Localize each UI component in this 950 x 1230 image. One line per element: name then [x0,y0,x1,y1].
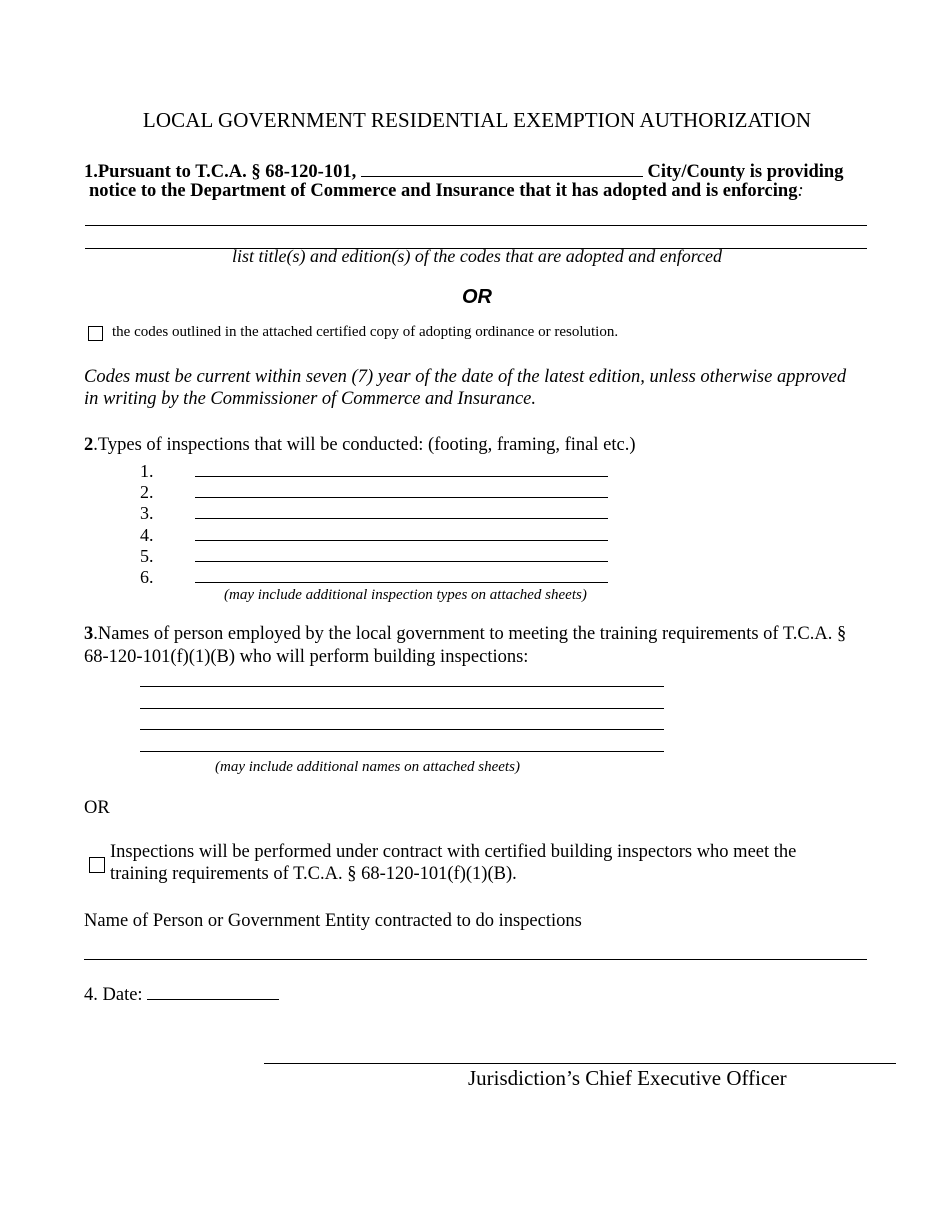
codes-blank-line-1[interactable] [85,225,867,226]
contract-checkbox[interactable] [89,857,105,873]
inspection-item-number: 2. [140,482,154,502]
section1-line2 [89,181,804,202]
contract-line2: training requirements of T.C.A. § 68-120-101(f)(1)(B). [110,864,517,884]
section1-prefix: 1.Pursuant to T.C.A. § 68-120-101, [84,162,361,182]
contractor-name-blank[interactable] [84,959,867,960]
inspector-name-blank[interactable] [140,686,664,687]
or-divider: OR [462,286,492,308]
date-blank[interactable] [147,985,279,1000]
date-row [84,985,279,1006]
section3-heading-line2: 68-120-101(f)(1)(B) who will perform building inspections: [84,647,529,667]
contractor-label: Name of Person or Government Entity contracted to do inspections [84,911,582,931]
section3-heading-line1 [84,624,846,645]
section2-heading [84,435,636,456]
contract-line1: Inspections will be performed under contract with certified building inspectors who meet the [110,842,797,862]
inspector-names-note: (may include additional names on attached sheets) [215,759,520,775]
or-label: OR [84,798,110,818]
section1-line2-colon: : [797,181,804,201]
date-label: 4. Date: [84,985,148,1005]
section2-heading-text: .Types of inspections that will be conducted: (footing, framing, final etc.) [93,435,636,455]
section3-heading-text: .Names of person employed by the local government to meeting the training requirements of T.C.A. § [93,624,847,644]
inspection-type-blank[interactable] [195,497,608,498]
inspection-type-blank[interactable] [195,582,608,583]
signature-line[interactable] [264,1063,896,1064]
section3-number: 3 [84,624,94,644]
inspection-type-blank[interactable] [195,476,608,477]
inspection-type-blank[interactable] [195,561,608,562]
ordinance-checkbox-label: the codes outlined in the attached certified copy of adopting ordinance or resolution. [112,324,619,340]
inspector-name-blank[interactable] [140,708,664,709]
inspection-item-number: 1. [140,461,154,481]
currency-note-line2: in writing by the Commissioner of Commerce and Insurance. [84,389,537,409]
form-title: LOCAL GOVERNMENT RESIDENTIAL EXEMPTION AUTHORIZATION [142,108,812,132]
signature-label: Jurisdiction’s Chief Executive Officer [468,1066,787,1090]
section1-suffix: City/County is providing [642,162,844,182]
inspection-item-number: 5. [140,546,154,566]
inspection-type-blank[interactable] [195,518,608,519]
inspection-item-number: 4. [140,525,154,545]
ordinance-checkbox[interactable] [88,326,103,341]
inspection-types-note: (may include additional inspection types on attached sheets) [224,587,587,603]
section1-line2-text: notice to the Department of Commerce and Insurance that it has adopted and is enforcing [89,181,798,201]
section2-number: 2 [84,435,94,455]
inspection-item-number: 6. [140,567,154,587]
section1-line1 [84,162,843,183]
inspection-type-blank[interactable] [195,540,608,541]
inspector-name-blank[interactable] [140,729,664,730]
inspector-name-blank[interactable] [140,751,664,752]
city-county-blank[interactable] [361,162,643,177]
currency-note-line1: Codes must be current within seven (7) year of the date of the latest edition, unless otherwise approved [84,367,847,387]
inspection-item-number: 3. [140,503,154,523]
codes-caption: list title(s) and edition(s) of the codes that are adopted and enforced [231,246,723,266]
